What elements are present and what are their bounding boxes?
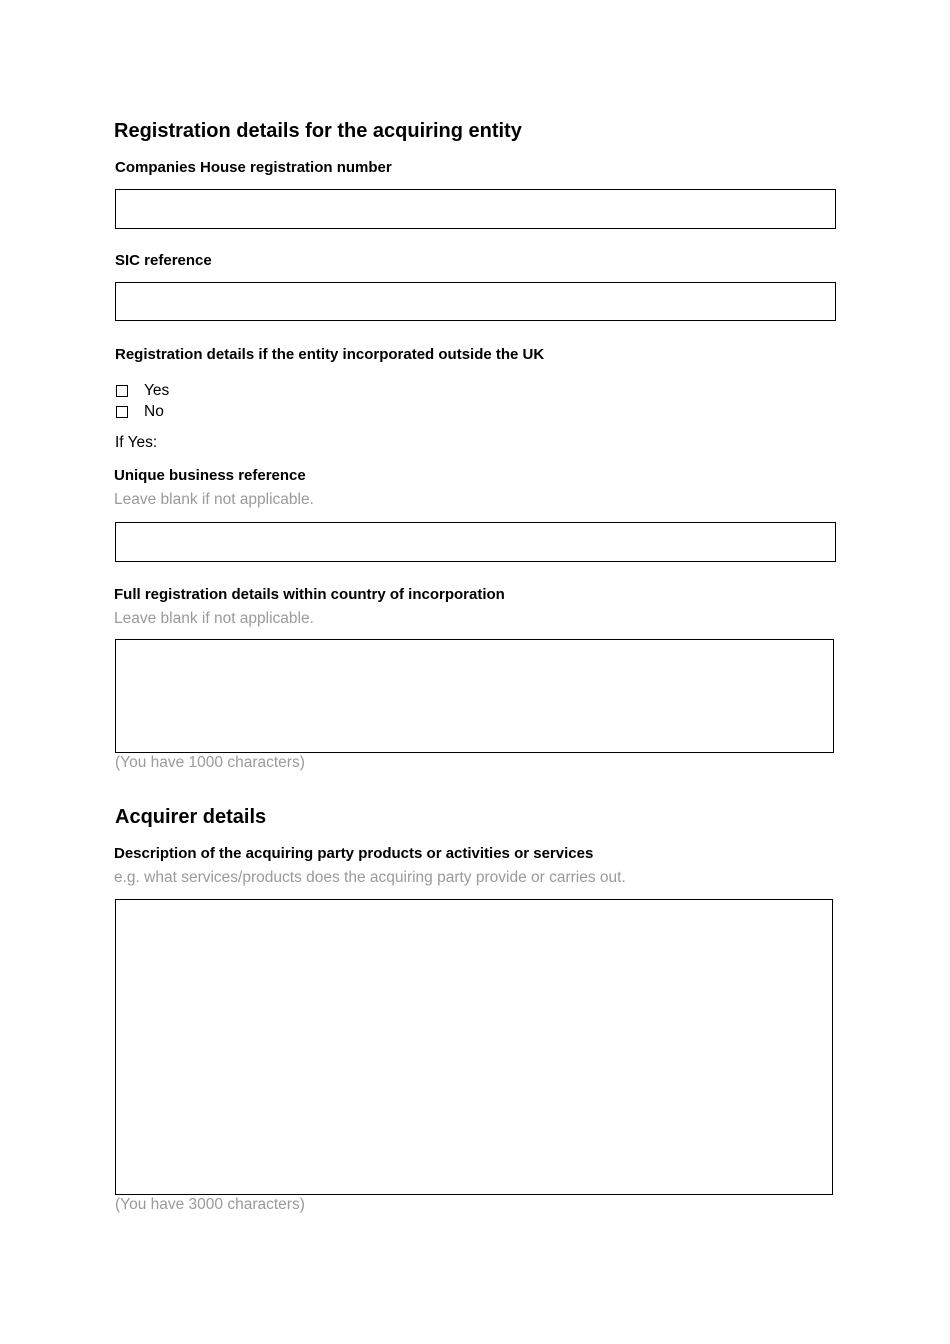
checkbox-no[interactable] bbox=[116, 406, 128, 418]
full-registration-textarea[interactable] bbox=[115, 639, 834, 753]
outside-uk-label: Registration details if the entity incorporated outside the UK bbox=[115, 346, 545, 363]
option-yes-label: Yes bbox=[144, 382, 170, 399]
companies-house-input[interactable] bbox=[115, 189, 836, 229]
full-registration-char-counter: (You have 1000 characters) bbox=[115, 754, 305, 771]
sic-reference-input[interactable] bbox=[115, 282, 836, 321]
acquirer-section-title: Acquirer details bbox=[115, 806, 267, 828]
if-yes-text: If Yes: bbox=[115, 434, 158, 451]
unique-business-reference-input[interactable] bbox=[115, 522, 836, 562]
unique-business-reference-hint: Leave blank if not applicable. bbox=[114, 491, 314, 508]
unique-business-reference-label: Unique business reference bbox=[114, 467, 306, 484]
description-hint: e.g. what services/products does the acquiring party provide or carries out. bbox=[114, 869, 626, 886]
option-no[interactable] bbox=[116, 403, 164, 421]
description-char-counter: (You have 3000 characters) bbox=[115, 1196, 305, 1213]
sic-reference-label: SIC reference bbox=[115, 252, 212, 269]
description-textarea[interactable] bbox=[115, 899, 833, 1195]
checkbox-yes[interactable] bbox=[116, 385, 128, 397]
full-registration-hint: Leave blank if not applicable. bbox=[114, 610, 314, 627]
companies-house-label: Companies House registration number bbox=[115, 159, 392, 176]
registration-section-title: Registration details for the acquiring entity bbox=[114, 120, 522, 142]
option-no-label: No bbox=[144, 403, 164, 420]
option-yes[interactable] bbox=[116, 382, 169, 400]
description-label: Description of the acquiring party products or activities or services bbox=[114, 845, 594, 862]
full-registration-label: Full registration details within country of incorporation bbox=[114, 586, 505, 603]
